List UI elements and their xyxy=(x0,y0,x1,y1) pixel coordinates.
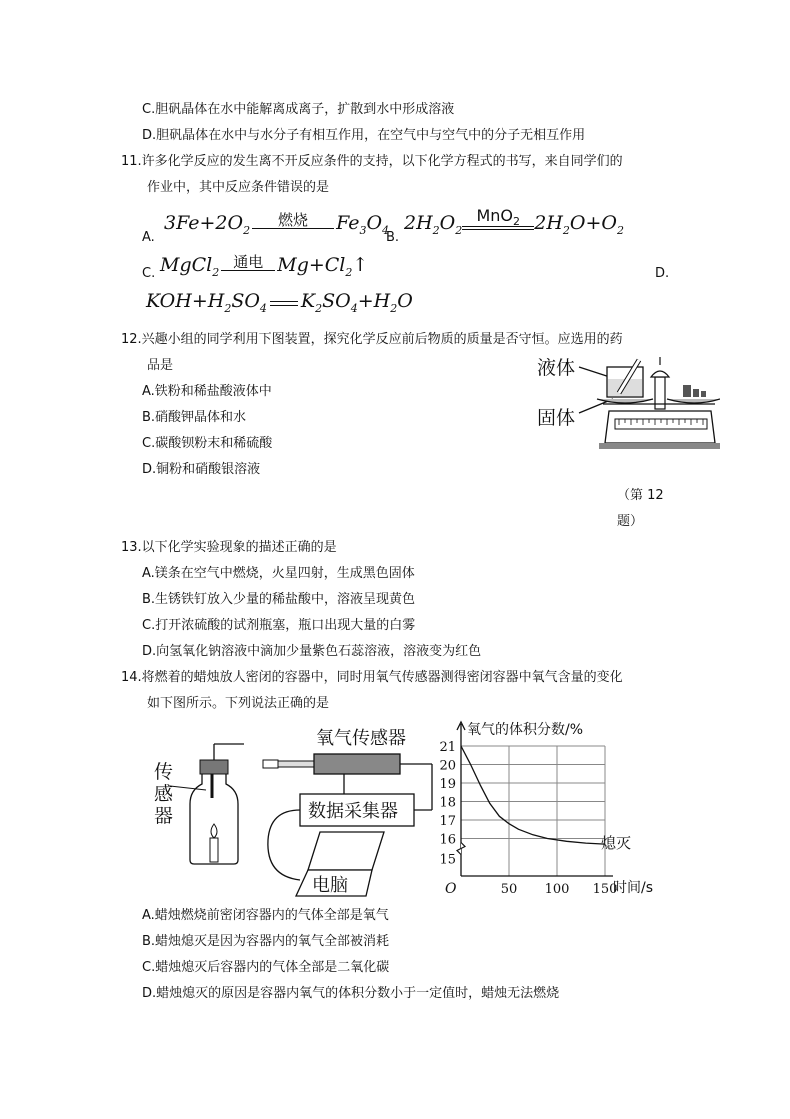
q14-option-d: D.蜡烛熄灭的原因是容器内氧气的体积分数小于一定值时，蜡烛无法燃烧 xyxy=(142,986,560,1001)
balance-figure xyxy=(535,347,720,457)
o2-sensor-label: 氧气传感器 xyxy=(316,728,406,749)
y-tick-label-17: 17 xyxy=(439,814,456,829)
q11-equation-b: $2H_2O_2$ MnO$_2$ $2H_2O+O_2$ xyxy=(404,206,624,237)
chart-gridlines xyxy=(461,746,605,876)
q10-option-d: D.胆矾晶体在水中与水分子有相互作用，在空气中与空气中的分子无相互作用 xyxy=(142,128,586,143)
q11-b-condition: MnO$_2$ xyxy=(476,206,521,229)
chart-tick-labels xyxy=(439,740,617,897)
q14-stem-line1: 14.将燃着的蜡烛放人密闭的容器中，同时用氧气传感器测得密闭容器中氧气含量的变化 xyxy=(121,670,623,685)
q11-equation-a: $3Fe+2O_2$ 燃烧 $Fe_3O_4$ xyxy=(164,211,390,237)
q13-option-d: D.向氢氧化钠溶液中滴加少量紫色石蕊溶液，溶液变为红色 xyxy=(142,644,482,659)
y-tick-label-16: 16 xyxy=(439,832,456,848)
y-tick-label-20: 20 xyxy=(439,758,456,774)
y-tick-label-19: 19 xyxy=(439,777,456,792)
q12-option-b: B.硝酸钾晶体和水 xyxy=(142,410,247,425)
sensor-apparatus-figure xyxy=(150,720,440,900)
q12-option-c: C.碳酸钡粉末和稀硫酸 xyxy=(142,436,273,451)
chart-origin-label: O xyxy=(445,881,457,897)
q11-option-a-label: A. xyxy=(142,230,155,245)
q11-option-c-label: C. xyxy=(142,266,156,281)
q11-a-condition: 燃烧 xyxy=(278,211,309,229)
q12-option-a: A.铁粉和稀盐酸液体中 xyxy=(142,384,272,399)
q12-stem-line1: 12.兴趣小组的同学利用下图装置，探究化学反应前后物质的质量是否守恒。应选用的药 xyxy=(121,332,623,347)
sensor-vertical-label-3: 器 xyxy=(154,805,174,827)
q14-stem-line2: 如下图所示。下列说法正确的是 xyxy=(147,696,330,711)
chart-series xyxy=(461,746,605,844)
sensor-vertical-label-1: 传 xyxy=(154,761,174,783)
q14-option-c: C.蜡烛熄灭后容器内的气体全部是二氧化碳 xyxy=(142,960,390,975)
sensor-vertical-label-2: 感 xyxy=(154,783,174,805)
q11-c-condition: 通电 xyxy=(233,253,264,271)
computer-label: 电脑 xyxy=(312,875,348,896)
q12-caption-line2: 题） xyxy=(617,514,644,529)
chart-annotation-extinguished: 熄灭 xyxy=(601,834,632,852)
q13-stem: 13.以下化学实验现象的描述正确的是 xyxy=(121,540,337,555)
q11-equation-c: MgCl$_2$ 通电 $Mg+Cl_2↑$ xyxy=(160,253,369,279)
chart-y-axis-label: 氧气的体积分数/% xyxy=(467,722,584,738)
chart-x-axis-label: 时间/s xyxy=(613,880,654,896)
series-line-0 xyxy=(461,746,605,844)
y-axis-break xyxy=(457,843,465,855)
x-tick-label-50: 50 xyxy=(500,882,518,897)
chart-axes xyxy=(457,722,613,876)
x-tick-label-100: 100 xyxy=(544,882,570,897)
label-solid: 固体 xyxy=(537,407,576,429)
q14-option-a: A.蜡烛燃烧前密闭容器内的气体全部是氧气 xyxy=(142,908,389,923)
q11-equation-d: $KOH+H_2SO_4$ $K_2SO_4+H_2O$ xyxy=(146,290,413,315)
q13-option-b: B.生锈铁钉放入少量的稀盐酸中，溶液呈现黄色 xyxy=(142,592,416,607)
y-tick-label-21: 21 xyxy=(439,740,456,755)
y-tick-label-18: 18 xyxy=(439,795,456,811)
oxygen-chart xyxy=(435,712,675,902)
q11-option-b-label: B. xyxy=(386,230,400,245)
q12-option-d: D.铜粉和硝酸银溶液 xyxy=(142,462,261,477)
y-tick-label-15: 15 xyxy=(439,852,456,868)
q11-option-d-label: D. xyxy=(655,266,670,281)
label-liquid: 液体 xyxy=(537,357,576,379)
data-collector-label: 数据采集器 xyxy=(308,801,398,822)
q13-option-a: A.镁条在空气中燃烧，火星四射，生成黑色固体 xyxy=(142,566,415,581)
q12-stem-line2: 品是 xyxy=(147,358,174,373)
q12-caption-line1: （第 12 xyxy=(617,488,664,503)
q14-option-b: B.蜡烛熄灭是因为容器内的氧气全部被消耗 xyxy=(142,934,390,949)
q13-option-c: C.打开浓硫酸的试剂瓶塞，瓶口出现大量的白雾 xyxy=(142,618,416,633)
q11-stem-line1: 11.许多化学反应的发生离不开反应条件的支持，以下化学方程式的书写，来自同学们的 xyxy=(121,154,623,169)
q10-option-c: C.胆矾晶体在水中能解离成离子，扩散到水中形成溶液 xyxy=(142,102,455,117)
x-tick-label-150: 150 xyxy=(592,882,618,897)
q11-stem-line2: 作业中，其中反应条件错误的是 xyxy=(147,180,330,195)
